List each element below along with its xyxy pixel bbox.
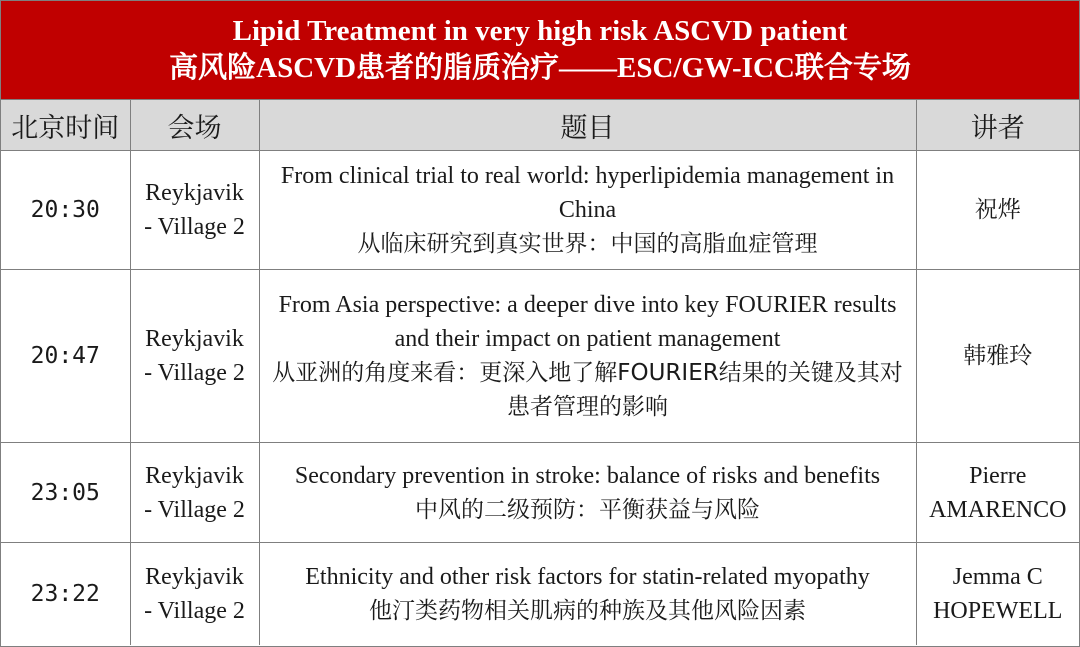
venue-line: - Village 2 bbox=[144, 360, 245, 386]
topic-cell bbox=[259, 443, 916, 543]
topic-cn: 从亚洲的角度来看：更深入地了解FOURIER结果的关键及其对患者管理的影响 bbox=[272, 360, 903, 420]
topic-cell bbox=[259, 543, 916, 645]
time-cell: 23:05 bbox=[1, 443, 130, 543]
speaker-cell bbox=[916, 543, 1079, 645]
topic-cn: 从临床研究到真实世界：中国的高脂血症管理 bbox=[357, 231, 818, 257]
speaker-name: AMARENCO bbox=[929, 496, 1067, 523]
speaker-cell bbox=[916, 443, 1079, 543]
topic-cell bbox=[259, 151, 916, 270]
speaker-name: Jemma C bbox=[952, 563, 1043, 590]
session-banner bbox=[1, 1, 1079, 100]
venue-cell bbox=[130, 543, 259, 645]
venue-cell bbox=[130, 270, 259, 443]
session-title-en: Lipid Treatment in very high risk ASCVD patient bbox=[232, 15, 848, 47]
speaker-cell bbox=[916, 270, 1079, 443]
header-venue: 会场 bbox=[130, 100, 259, 151]
table-row bbox=[1, 543, 1079, 645]
header-topic: 题目 bbox=[259, 100, 916, 151]
table-row bbox=[1, 443, 1079, 543]
header-row bbox=[1, 100, 1079, 151]
venue-cell bbox=[130, 151, 259, 270]
topic-en: Secondary prevention in stroke: balance of risks and benefits bbox=[294, 462, 881, 489]
venue-line: - Village 2 bbox=[144, 214, 245, 240]
header-speaker: 讲者 bbox=[916, 100, 1079, 151]
speaker-name: Pierre bbox=[969, 462, 1027, 489]
topic-cn: 中风的二级预防：平衡获益与风险 bbox=[415, 496, 760, 523]
time-cell: 23:22 bbox=[1, 543, 130, 645]
table-row bbox=[1, 270, 1079, 443]
time-cell: 20:30 bbox=[1, 151, 130, 270]
venue-line: - Village 2 bbox=[144, 597, 245, 624]
header-time: 北京时间 bbox=[1, 100, 130, 151]
schedule-table bbox=[1, 100, 1079, 645]
venue-line: Reykjavik bbox=[145, 326, 244, 352]
speaker-name: 韩雅玲 bbox=[963, 343, 1033, 369]
table-row bbox=[1, 151, 1079, 270]
topic-en: From clinical trial to real world: hyperlipidemia management in China bbox=[280, 163, 895, 223]
venue-line: Reykjavik bbox=[145, 462, 244, 489]
venue-line: Reykjavik bbox=[145, 180, 244, 206]
speaker-cell bbox=[916, 151, 1079, 270]
topic-en: Ethnicity and other risk factors for statin-related myopathy bbox=[305, 563, 870, 590]
topic-en: From Asia perspective: a deeper dive into key FOURIER results and their impact on patient management bbox=[278, 292, 897, 352]
venue-line: - Village 2 bbox=[144, 496, 245, 523]
time-cell: 20:47 bbox=[1, 270, 130, 443]
topic-cn: 他汀类药物相关肌病的种族及其他风险因素 bbox=[369, 597, 806, 624]
speaker-name: 祝烨 bbox=[974, 197, 1021, 223]
venue-line: Reykjavik bbox=[145, 563, 244, 590]
topic-cell bbox=[259, 270, 916, 443]
speaker-name: HOPEWELL bbox=[933, 597, 1063, 624]
session-title-cn: 高风险ASCVD患者的脂质治疗——ESC/GW-ICC联合专场 bbox=[169, 52, 911, 84]
venue-cell bbox=[130, 443, 259, 543]
